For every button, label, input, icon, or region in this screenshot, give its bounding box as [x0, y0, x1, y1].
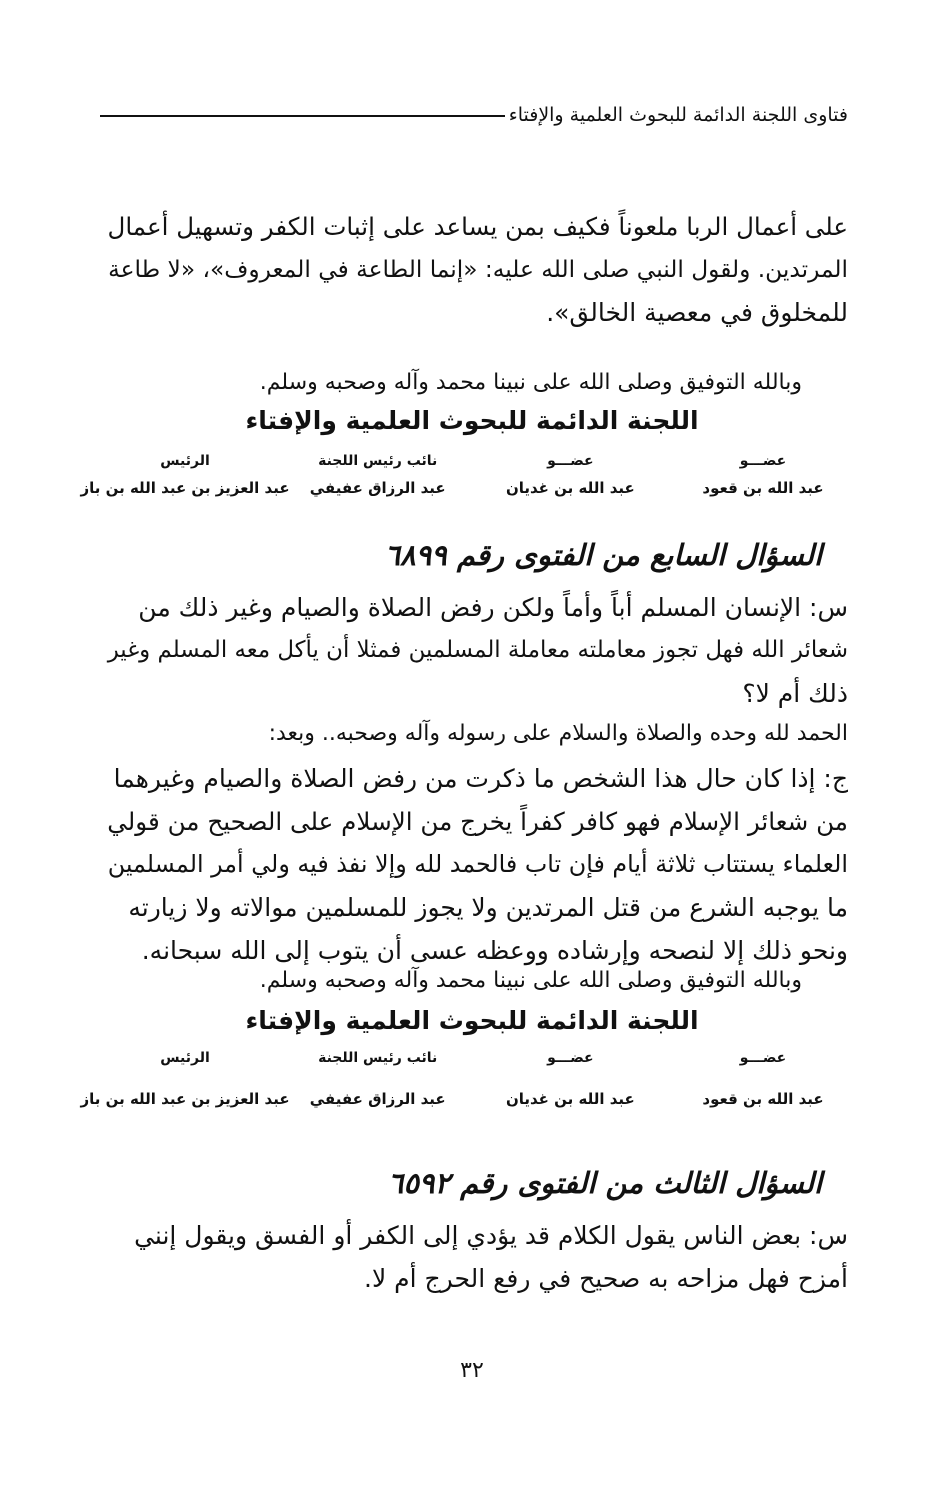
signature-member-2: [485, 453, 655, 513]
header-title: فتاوى اللجنة الدائمة للبحوث العلمية والإفتاء: [508, 104, 848, 126]
question-paragraph: [100, 1214, 848, 1300]
signature-role: الرئيس: [160, 1050, 210, 1066]
signature-role: عضـــو: [739, 1050, 787, 1066]
text-line: على أعمال الربا ملعوناً فكيف بمن يساعد على إثبات الكفر وتسهيل أعمال: [107, 212, 848, 241]
praise-line: [134, 712, 848, 755]
signature-name: عبد الله بن قعود: [702, 479, 824, 497]
fatwa-continuation-paragraph: [100, 205, 848, 334]
text-line: ج: إذا كان حال هذا الشخص ما ذكرت من رفض الصلاة والصيام وغيرهما: [113, 764, 848, 793]
text-line: س: بعض الناس يقول الكلام قد يؤدي إلى الكفر أو الفسق ويقول إنني: [134, 1221, 848, 1250]
signature-chairman: [80, 453, 290, 513]
signature-member-1: [678, 1050, 848, 1110]
signatures-row: [80, 453, 848, 513]
text-line: س: الإنسان المسلم أباً وأماً ولكن رفض الصلاة والصيام وغير ذلك من: [138, 593, 848, 622]
signature-name: عبد العزيز بن عبد الله بن باز: [80, 1090, 290, 1108]
header-rule: [100, 115, 505, 117]
text-line: العلماء يستتاب ثلاثة أيام فإن تاب فالحمد لله وإلا نفذ فيه ولي أمر المسلمين: [107, 850, 848, 878]
text-line: من شعائر الإسلام فهو كافر كفراً يخرج من الإسلام على الصحيح من قولي: [107, 807, 848, 836]
question-title: السؤال السابع من الفتوى رقم ٦٨٩٩: [384, 538, 822, 572]
signature-name: عبد الرزاق عفيفي: [309, 1090, 446, 1108]
signature-role: عضـــو: [547, 1050, 594, 1066]
text-line: للمخلوق في معصية الخالق».: [546, 298, 848, 327]
signature-role: عضـــو: [547, 453, 594, 469]
question-title: السؤال الثالث من الفتوى رقم ٦٥٩٢: [387, 1166, 822, 1200]
signature-chairman: [80, 1050, 290, 1110]
text-line: ذلك أم لا؟: [742, 679, 848, 708]
signature-name: عبد الله بن قعود: [702, 1090, 824, 1108]
signature-role: عضـــو: [739, 453, 787, 469]
signatures-row: [80, 1050, 848, 1110]
signature-member-2: [485, 1050, 655, 1110]
signature-vice-chairman: [293, 453, 463, 513]
signature-name: عبد الله بن غديان: [505, 1090, 635, 1108]
signature-name: عبد الرزاق عفيفي: [309, 479, 446, 497]
text-line: ونحو ذلك إلا لنصحه وإرشاده ووعظه عسى أن يتوب إلى الله سبحانه.: [141, 936, 848, 965]
committee-name: اللجنة الدائمة للبحوث العلمية والإفتاء: [245, 406, 699, 435]
text-line: الحمد لله وحده والصلاة والسلام على رسوله وآله وصحبه.. وبعد:: [268, 721, 848, 746]
committee-name: اللجنة الدائمة للبحوث العلمية والإفتاء: [245, 1006, 699, 1035]
signature-vice-chairman: [293, 1050, 463, 1110]
closing-prayer: وبالله التوفيق وصلى الله على نبينا محمد وآله وصحبه وسلم.: [259, 370, 802, 395]
signature-name: عبد العزيز بن عبد الله بن باز: [80, 479, 290, 497]
signature-role: نائب رئيس اللجنة: [318, 453, 438, 469]
text-line: شعائر الله فهل تجوز معاملته معاملة المسلمين فمثلا أن يأكل معه المسلم وغير: [107, 637, 848, 663]
answer-paragraph: [100, 757, 848, 972]
signature-member-1: [678, 453, 848, 513]
running-header: [100, 86, 848, 126]
question-paragraph: [100, 586, 848, 715]
text-line: أمزح فهل مزاحه به صحيح في رفع الحرج أم لا.: [364, 1264, 848, 1293]
signature-role: الرئيس: [160, 453, 210, 469]
page-number: ٣٢: [460, 1358, 484, 1383]
closing-prayer: وبالله التوفيق وصلى الله على نبينا محمد وآله وصحبه وسلم.: [259, 968, 802, 993]
text-line: المرتدين. ولقول النبي صلى الله عليه: «إنما الطاعة في المعروف»، «لا طاعة: [108, 256, 848, 283]
text-line: ما يوجبه الشرع من قتل المرتدين ولا يجوز للمسلمين موالاته ولا زيارته: [128, 893, 848, 922]
signature-name: عبد الله بن غديان: [505, 479, 635, 497]
signature-role: نائب رئيس اللجنة: [318, 1050, 438, 1066]
